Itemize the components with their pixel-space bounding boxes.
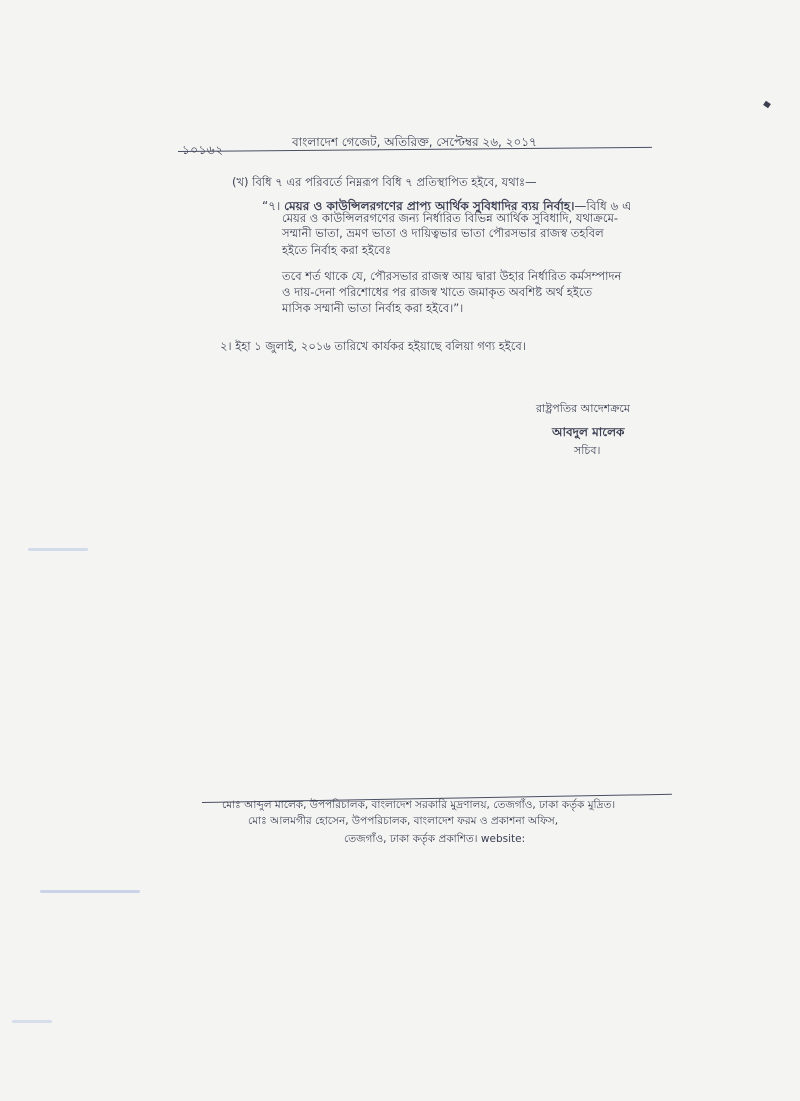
rule-7-line: সম্মানী ভাতা, ভ্রমণ ভাতা ও দায়িত্বভার ভাতা পৌরসভার রাজস্ব তহবিল xyxy=(282,226,604,240)
page-number: ১০১৬২ xyxy=(182,143,224,157)
scan-speck xyxy=(763,101,771,109)
proviso-line: মাসিক সম্মানী ভাতা নির্বাহ করা হইবে।”। xyxy=(282,301,464,315)
scan-smudge xyxy=(12,1020,52,1023)
clause-b: (খ) বিধি ৭ এর পরিবর্তে নিম্নরূপ বিধি ৭ প্রতিস্থাপিত হইবে, যথাঃ— xyxy=(232,175,537,189)
rule-7-heading-tail: —বিধি ৬ এ xyxy=(574,199,632,213)
scan-smudge xyxy=(28,548,88,551)
rule-7-line: মেয়র ও কাউন্সিলরগণের জন্য নির্ধারিত বিভিন্ন আর্থিক সুবিধাদি, যথাক্রমে- xyxy=(282,211,619,225)
scan-smudge xyxy=(40,890,140,893)
gazette-header-title: বাংলাদেশ গেজেট, অতিরিক্ত, সেপ্টেম্বর ২৬, ২০১৭ xyxy=(292,135,537,149)
rule-7-heading: মেয়র ও কাউন্সিলরগণের প্রাপ্য আর্থিক সুবিধাদির ব্যয় নির্বাহ। xyxy=(284,199,575,213)
clause-2-effective-date: ২। ইহা ১ জুলাই, ২০১৬ তারিখে কার্যকর হইয়াছে বলিয়া গণ্য হইবে। xyxy=(220,339,526,353)
footer-printer-line: মোঃ আব্দুল মালেক, উপপরিচালক, বাংলাদেশ সরকারি মুদ্রণালয়, তেজগাঁও, ঢাকা কর্তৃক মুদ্রিত। xyxy=(222,799,616,811)
footer-publisher-line: মোঃ আলমগীর হোসেন, উপপরিচালক, বাংলাদেশ ফরম ও প্রকাশনা অফিস, xyxy=(248,815,559,827)
signatory-name: আবদুল মালেক xyxy=(552,425,625,439)
proviso-line: তবে শর্ত থাকে যে, পৌরসভার রাজস্ব আয় দ্বারা উহার নির্ধারিত কর্মসম্পাদন xyxy=(282,269,622,283)
rule-7-line: হইতে নির্বাহ করা হইবেঃ xyxy=(282,243,392,257)
footer-location-line: তেজগাঁও, ঢাকা কর্তৃক প্রকাশিত। website: xyxy=(344,833,526,845)
proviso-line: ও দায়-দেনা পরিশোধের পর রাজস্ব খাতে জমাকৃত অবশিষ্ট অর্থ হইতে xyxy=(282,285,593,299)
signatory-title: সচিব। xyxy=(574,444,601,457)
presidential-order-text: রাষ্ট্রপতির আদেশক্রমে xyxy=(536,402,630,415)
rule-7-number: “৭। xyxy=(262,199,281,213)
